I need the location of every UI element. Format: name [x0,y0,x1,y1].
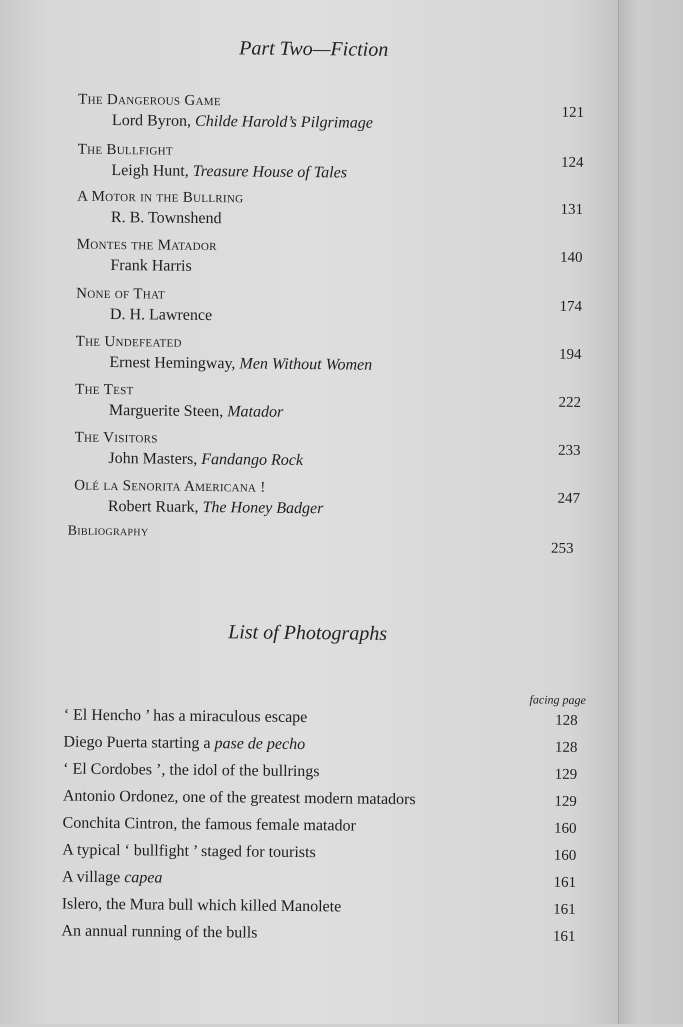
entry-title: Montes the Matador [76,236,217,255]
entry-title: Olé la Senorita Americana ! [74,477,266,496]
entry-author-line [108,496,594,523]
photo-caption: Islero, the Mura bull which killed Manolete [61,895,342,916]
entry-title: The Dangerous Game [78,91,221,110]
entry-page-number: 233 [557,442,581,459]
photo-caption-italic: capea [124,869,163,887]
entry-title: None of That [76,285,166,303]
photo-caption-italic: pase de pecho [214,735,306,754]
photo-item [63,760,593,786]
entry-work: Matador [227,403,284,421]
entry-work: Fandango Rock [201,450,304,470]
photo-item [62,814,592,840]
entry-work: The Honey Badger [202,498,324,518]
photo-caption: An annual running of the bulls [61,922,258,942]
entry-author-line [110,255,596,282]
toc-entry [75,380,595,427]
photo-caption: ‘ El Hencho ’ has a miraculous escape [63,706,308,727]
entry-author-line [110,304,596,331]
entry-author: John Masters, [108,449,202,468]
fiction-heading: Part Two—Fiction [239,37,389,61]
entry-author-line [109,400,595,427]
photo-item [63,787,593,813]
toc-entry [74,428,594,475]
entry-author-line [111,207,597,234]
photo-item [64,706,594,732]
entry-title: The Undefeated [75,333,182,351]
photo-page-number: 128 [555,712,578,729]
entry-author: Leigh Hunt, [111,162,193,180]
toc-entry [77,187,597,234]
entry-page-number: 222 [558,394,582,411]
entry-page-number: 124 [560,154,584,171]
photographs-heading: List of Photographs [228,621,388,645]
toc-entry-bibliography [67,522,588,557]
entry-title: A Motor in the Bullring [77,188,244,207]
entry-page-number: 121 [561,104,585,121]
photo-item [62,841,592,867]
photo-page-number: 129 [554,766,578,783]
entry-page-number: 131 [560,201,584,218]
entry-page-number: 247 [557,490,581,507]
entry-title: The Test [75,381,134,399]
entry-author-line [108,448,594,475]
photo-page-number: 129 [554,793,577,810]
photo-page-number: 161 [553,901,576,918]
photo-caption: ‘ El Cordobes ’, the idol of the bullrings [63,760,320,781]
toc-entry [74,476,594,523]
entry-title: The Visitors [74,429,158,447]
photo-page-number: 128 [554,739,578,756]
toc-entry [76,235,596,282]
photo-item [63,733,593,759]
entry-page-number: 174 [559,298,583,315]
photo-page-number: 160 [553,847,577,864]
toc-entry [77,140,597,187]
entry-work: Treasure House of Tales [192,162,348,182]
photo-page-number: 161 [553,874,577,891]
photo-caption-text: Diego Puerta starting a [63,733,215,753]
photo-caption [63,734,305,754]
next-page-edge [618,0,683,1024]
entry-page-number: 253 [550,540,574,557]
toc-entry [75,332,595,379]
photo-item [62,868,592,894]
photo-page-number: 161 [552,928,576,945]
entry-page-number: 140 [559,249,583,266]
entry-author: R. B. Townshend [110,209,222,228]
photo-page-number: 160 [553,820,577,837]
toc-entry [78,90,598,137]
entry-author: Robert Ruark, [107,497,203,516]
entry-author: Frank Harris [110,257,192,275]
entry-author: Lord Byron, [111,112,196,130]
photo-caption: Antonio Ordonez, one of the greatest modern matadors [62,787,416,809]
photo-caption: A typical ‘ bullfight ’ staged for tourists [62,841,316,862]
entry-author-line [111,160,597,187]
facing-page-label: facing page [529,692,586,708]
entry-title: The Bullfight [77,141,174,159]
photo-caption [62,869,163,887]
entry-author-line [112,110,598,137]
photo-caption: Conchita Cintron, the famous female matador [62,814,356,835]
entry-page-number: 194 [558,346,582,363]
entry-author-line [109,352,595,379]
entry-title: Bibliography [67,523,149,540]
entry-work: Men Without Women [239,355,373,374]
photo-item [61,922,591,948]
entry-author: Ernest Hemingway, [109,353,240,373]
entry-work: Childe Harold’s Pilgrimage [194,112,373,132]
photo-item [62,895,592,921]
toc-entry [76,284,596,331]
entry-author: Marguerite Steen, [108,401,228,421]
entry-author: D. H. Lawrence [109,305,213,325]
photo-caption-text: A village [61,868,125,887]
